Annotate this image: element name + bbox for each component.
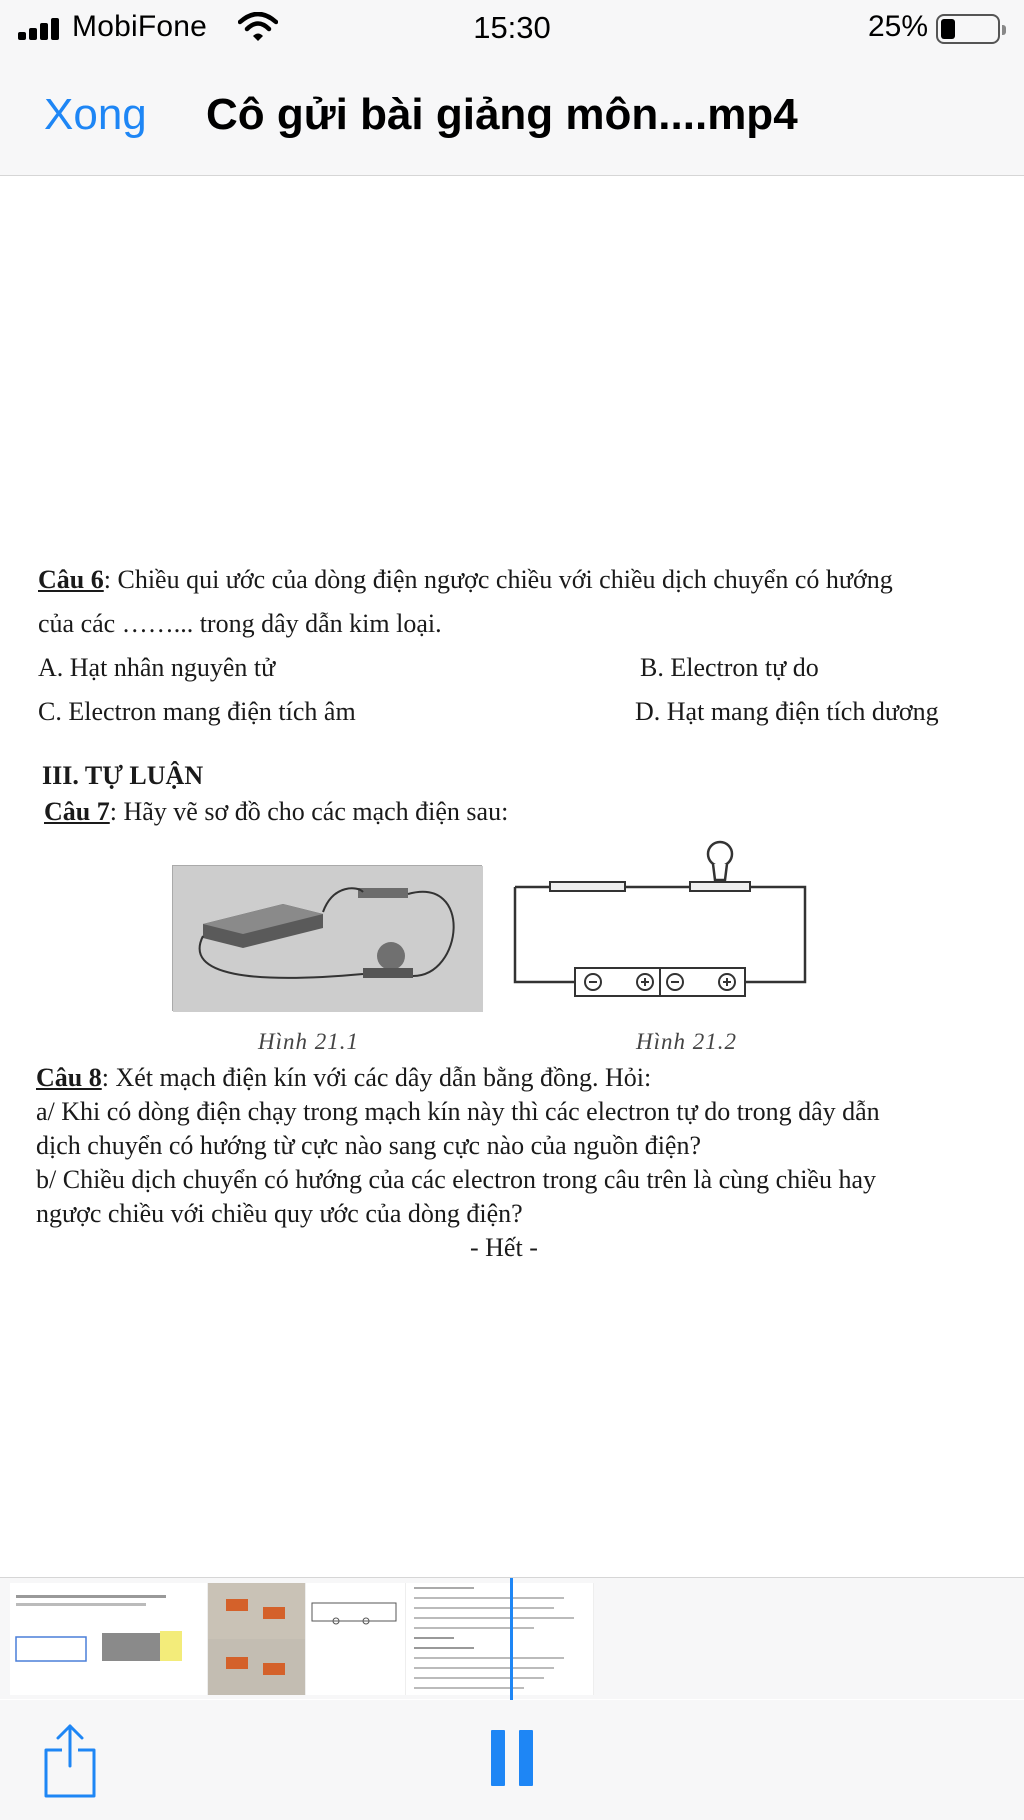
- thumbnail[interactable]: [10, 1583, 208, 1695]
- figure-21-1-caption: Hình 21.1: [258, 1029, 359, 1054]
- question-8-text: : Xét mạch điện kín với các dây dẫn bằng đồng. Hỏi:: [101, 1063, 652, 1092]
- share-icon[interactable]: [40, 1720, 100, 1800]
- status-bar: [0, 0, 1024, 56]
- thumbnail[interactable]: [406, 1583, 594, 1695]
- question-8-label: Câu 8: [36, 1063, 102, 1092]
- question-6-label: Câu 6: [38, 565, 104, 594]
- figure-21-2-caption: Hình 21.2: [636, 1029, 737, 1054]
- circuit-photo: [172, 865, 482, 1011]
- pause-icon[interactable]: [488, 1730, 536, 1786]
- option-d: D. Hạt mang điện tích dương: [635, 697, 939, 726]
- question-7-text: : Hãy vẽ sơ đồ cho các mạch điện sau:: [109, 797, 509, 826]
- circuit-diagram: [505, 832, 865, 1017]
- question-8: [36, 1063, 651, 1093]
- thumbnail[interactable]: [306, 1583, 406, 1695]
- playhead[interactable]: [510, 1578, 513, 1700]
- thumbnail-scrubber[interactable]: [0, 1577, 1024, 1699]
- thumbnail[interactable]: [208, 1583, 306, 1695]
- question-6: [38, 565, 893, 595]
- clock: 15:30: [473, 10, 551, 45]
- question-8-a-line-1: a/ Khi có dòng điện chạy trong mạch kín này thì các electron tự do trong dây dẫn: [36, 1097, 880, 1126]
- document-viewer[interactable]: [0, 177, 1024, 1577]
- question-8-b-line-2: ngược chiều với chiều quy ước của dòng điện?: [36, 1199, 523, 1228]
- bottom-toolbar: [0, 1700, 1024, 1820]
- question-7: [44, 797, 508, 827]
- option-a: A. Hạt nhân nguyên tử: [38, 653, 276, 682]
- question-6-text: : Chiều qui ước của dòng điện ngược chiều với chiều dịch chuyển có hướng: [103, 565, 893, 594]
- done-button[interactable]: Xong: [44, 90, 147, 139]
- option-c: C. Electron mang điện tích âm: [38, 697, 356, 726]
- nav-bar: [0, 56, 1024, 176]
- end-marker: - Hết -: [470, 1233, 538, 1262]
- battery-level: [941, 19, 955, 39]
- question-6-line-2: của các ……... trong dây dẫn kim loại.: [38, 609, 442, 638]
- question-8-b-line-1: b/ Chiều dịch chuyển có hướng của các electron trong câu trên là cùng chiều hay: [36, 1165, 877, 1194]
- battery-percent: 25%: [867, 10, 928, 43]
- file-title: Cô gửi bài giảng môn....mp4: [206, 90, 798, 139]
- section-heading: III. TỰ LUẬN: [42, 761, 204, 790]
- thumbnail-strip[interactable]: [10, 1583, 594, 1695]
- question-7-label: Câu 7: [44, 797, 110, 826]
- option-b: B. Electron tự do: [640, 653, 819, 682]
- question-8-a-line-2: dịch chuyển có hướng từ cực nào sang cực nào của nguồn điện?: [36, 1131, 702, 1160]
- battery-icon: [936, 14, 1000, 44]
- carrier-name: MobiFone: [72, 10, 208, 43]
